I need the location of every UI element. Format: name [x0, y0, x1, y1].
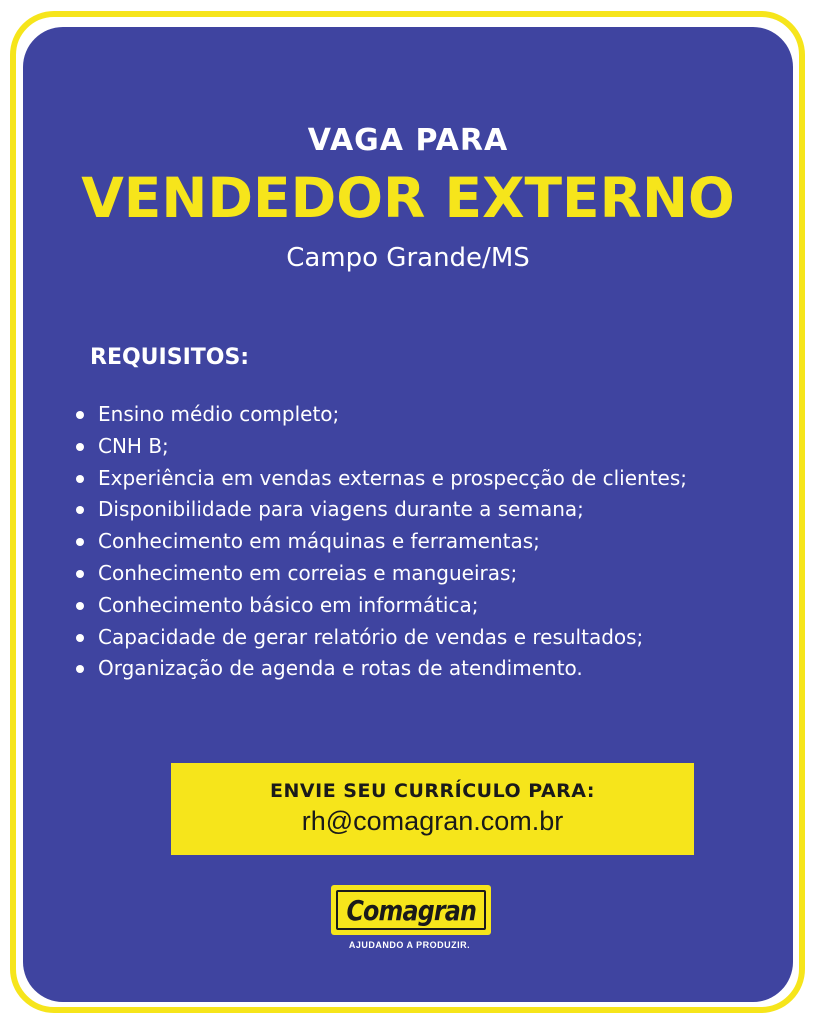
job-location: Campo Grande/MS [286, 243, 530, 273]
requirement-item: Capacidade de gerar relatório de vendas e resultados; [76, 622, 796, 654]
requirement-item: Conhecimento em máquinas e ferramentas; [76, 526, 796, 558]
requirement-item: Conhecimento em correias e mangueiras; [76, 558, 796, 590]
requirement-item: Experiência em vendas externas e prospecção de clientes; [76, 463, 796, 495]
requirement-item: Organização de agenda e rotas de atendimento. [76, 653, 796, 685]
cta-label: ENVIE SEU CURRÍCULO PARA: [270, 780, 595, 802]
logo-wordmark: Comagran [346, 893, 476, 927]
cta-box [171, 763, 694, 855]
cta-email-link[interactable]: rh@comagran.com.br [301, 806, 564, 836]
requirement-item: Disponibilidade para viagens durante a semana; [76, 494, 796, 526]
requirements-title: REQUISITOS: [90, 345, 250, 370]
brand-tagline: AJUDANDO A PRODUZIR. [348, 940, 471, 950]
job-card [23, 27, 793, 1002]
eyebrow-text: VAGA PARA [307, 123, 509, 158]
comagran-logo [331, 885, 491, 935]
job-title: VENDEDOR EXTERNO [81, 166, 735, 230]
requirement-item: Ensino médio completo; [76, 399, 796, 431]
requirement-item: Conhecimento básico em informática; [76, 590, 796, 622]
requirements-list [76, 399, 796, 685]
requirement-item: CNH B; [76, 431, 796, 463]
logo-border [336, 890, 486, 930]
